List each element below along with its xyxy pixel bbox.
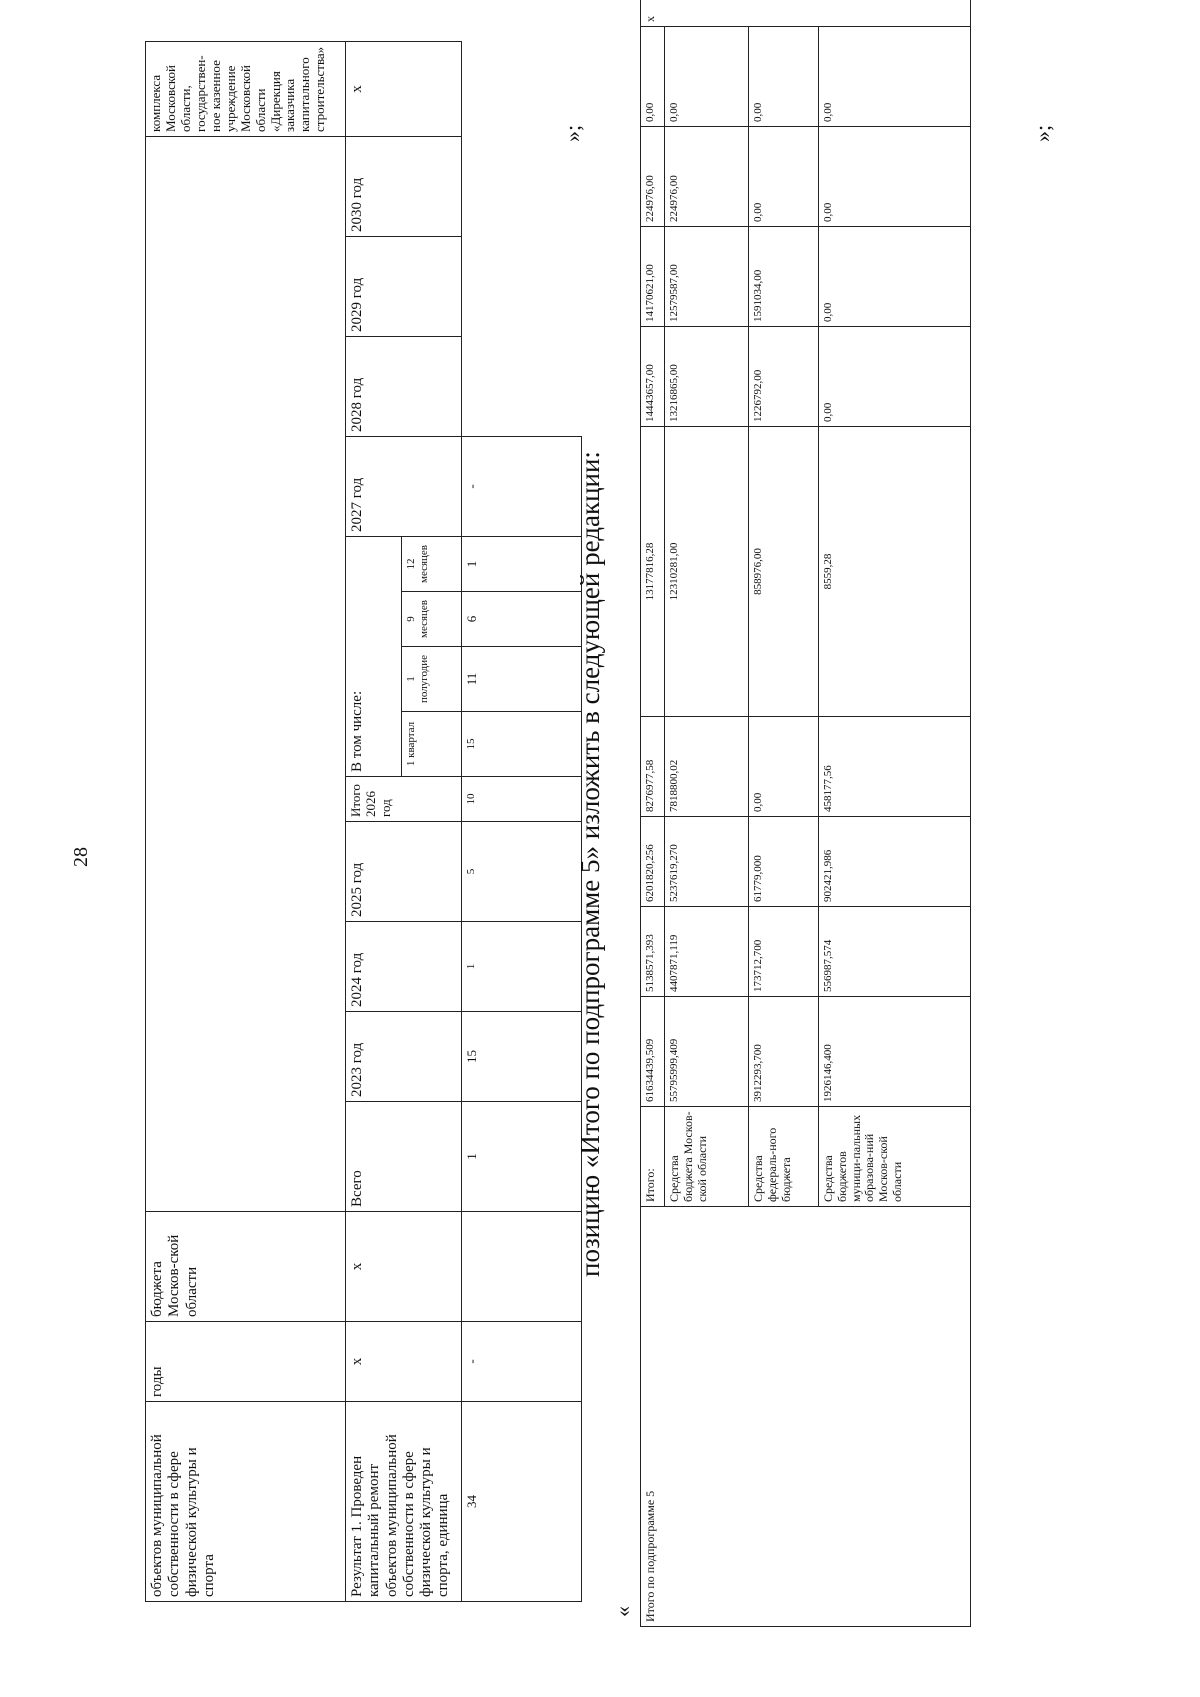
header-total: Всего (346, 1102, 462, 1212)
cell-2026: 13177816,28 (641, 427, 665, 717)
header-2024: 2024 год (346, 922, 462, 1012)
row-label: Средства бюджета Москов-ской области (665, 1107, 749, 1207)
cell-2028: 1591034,00 (749, 227, 819, 327)
header-h1: 1 полугодие (402, 647, 462, 712)
subprogram-title: Итого по подпрограмме 5 (641, 1207, 971, 1627)
cell-2027: 0,00 (819, 327, 971, 427)
result-2030: - (462, 437, 582, 537)
cell-total: 61634439,509 (641, 997, 665, 1107)
result-m12: 15 (462, 712, 582, 777)
header-m12: 12 месяцев (402, 537, 462, 592)
closing-quote: »; (560, 124, 585, 142)
cell-2028: 14170621,00 (641, 227, 665, 327)
result-2023: - (462, 1322, 582, 1402)
subprogram-total-table (640, 0, 971, 1627)
table-row (641, 0, 665, 1627)
result-2025: 1 (462, 1102, 582, 1212)
amendment-caption: позицию «Итого по подпрограмме 5» изложить в следующей редакции: (575, 451, 605, 1277)
header-2028: 2028 год (346, 337, 462, 437)
result-h1: 5 (462, 822, 582, 922)
cell-2024: 6201820,256 (641, 817, 665, 907)
result-m9: 10 (462, 777, 582, 822)
cell-2023: 4407871,119 (665, 907, 749, 997)
cell-2023: 173712,700 (749, 907, 819, 997)
cell-2025: 7818800,02 (665, 717, 749, 817)
cell-2023: 5138571,393 (641, 907, 665, 997)
row1-name: объектов муниципальной собственности в сфере физической культуры и спорта (146, 1402, 346, 1602)
page-number: 28 (70, 847, 92, 867)
header-2029: 2029 год (346, 237, 462, 337)
cell-total: 3912293,700 (749, 997, 819, 1107)
cell-2024: 5237619,270 (665, 817, 749, 907)
row-label: Средства бюджетов муници-пальных образова-ний Москов-ской области (819, 1107, 971, 1207)
row1-blank (146, 136, 346, 1211)
row1-source: бюджета Москов-ской области (146, 1212, 346, 1322)
cell-2027: 13216865,00 (665, 327, 749, 427)
cell-2029: 0,00 (819, 127, 971, 227)
row-label: Средства федераль-ного бюджета (749, 1107, 819, 1207)
table-row (146, 41, 346, 1601)
header-vtom: В том числе: (346, 537, 402, 777)
header-2023: 2023 год (346, 1012, 462, 1102)
cell-2027: 1226792,00 (749, 327, 819, 427)
cell-2026: 858976,00 (749, 427, 819, 717)
result-2028: 6 (462, 592, 582, 647)
cell-2026: 8559,28 (819, 427, 971, 717)
cell-2030: 0,00 (665, 27, 749, 127)
result-q1: 1 (462, 922, 582, 1012)
header-q1: 1 квартал (402, 712, 462, 777)
cell-2025: 458177,56 (819, 717, 971, 817)
cell-2029: 224976,00 (641, 127, 665, 227)
row-label: Итого: (641, 1107, 665, 1207)
cell-2028: 12579587,00 (665, 227, 749, 327)
cell-2030: 0,00 (819, 27, 971, 127)
result-x2: x (346, 1212, 462, 1322)
header-2030: 2030 год (346, 136, 462, 236)
cell-2024: 61779,000 (749, 817, 819, 907)
cell-2027: 14443657,00 (641, 327, 665, 427)
cell-total: 55795999,409 (665, 997, 749, 1107)
subprogram-executor: x (641, 0, 971, 27)
closing-quote: »; (1030, 124, 1055, 142)
header-2027: 2027 год (346, 437, 462, 537)
cell-total: 1926146,400 (819, 997, 971, 1107)
cell-2025: 0,00 (749, 717, 819, 817)
cell-2030: 0,00 (641, 27, 665, 127)
header-2025: 2025 год (346, 822, 462, 922)
cell-2029: 224976,00 (665, 127, 749, 227)
result-name: Результат 1. Проведен капитальный ремонт объектов муниципальной собственности в сфере физической культуры и спорта, единица (346, 1402, 462, 1602)
result-2027: 11 (462, 647, 582, 712)
cell-2024: 902421,986 (819, 817, 971, 907)
result-itogo-2026: 15 (462, 1012, 582, 1102)
row1-executor: комплекса Московской области, государствен-ное казенное учреждение Московской области «Дирекция заказчика капитального строительства» (146, 41, 346, 136)
results-table (145, 41, 582, 1602)
header-itogo-2026: Итого 2026 год (346, 777, 462, 822)
row1-years: годы (146, 1322, 346, 1402)
cell-2030: 0,00 (749, 27, 819, 127)
result-total: 34 (462, 1402, 582, 1602)
result-2029: 1 (462, 537, 582, 592)
result-2024 (462, 1212, 582, 1322)
cell-2025: 8276977,58 (641, 717, 665, 817)
header-m9: 9 месяцев (402, 592, 462, 647)
cell-2026: 12310281,00 (665, 427, 749, 717)
result-executor: x (346, 41, 462, 136)
cell-2023: 556987,574 (819, 907, 971, 997)
table-row (462, 41, 582, 1601)
result-x1: x (346, 1322, 462, 1402)
opening-quote: « (610, 1606, 635, 1617)
cell-2029: 0,00 (749, 127, 819, 227)
cell-2028: 0,00 (819, 227, 971, 327)
